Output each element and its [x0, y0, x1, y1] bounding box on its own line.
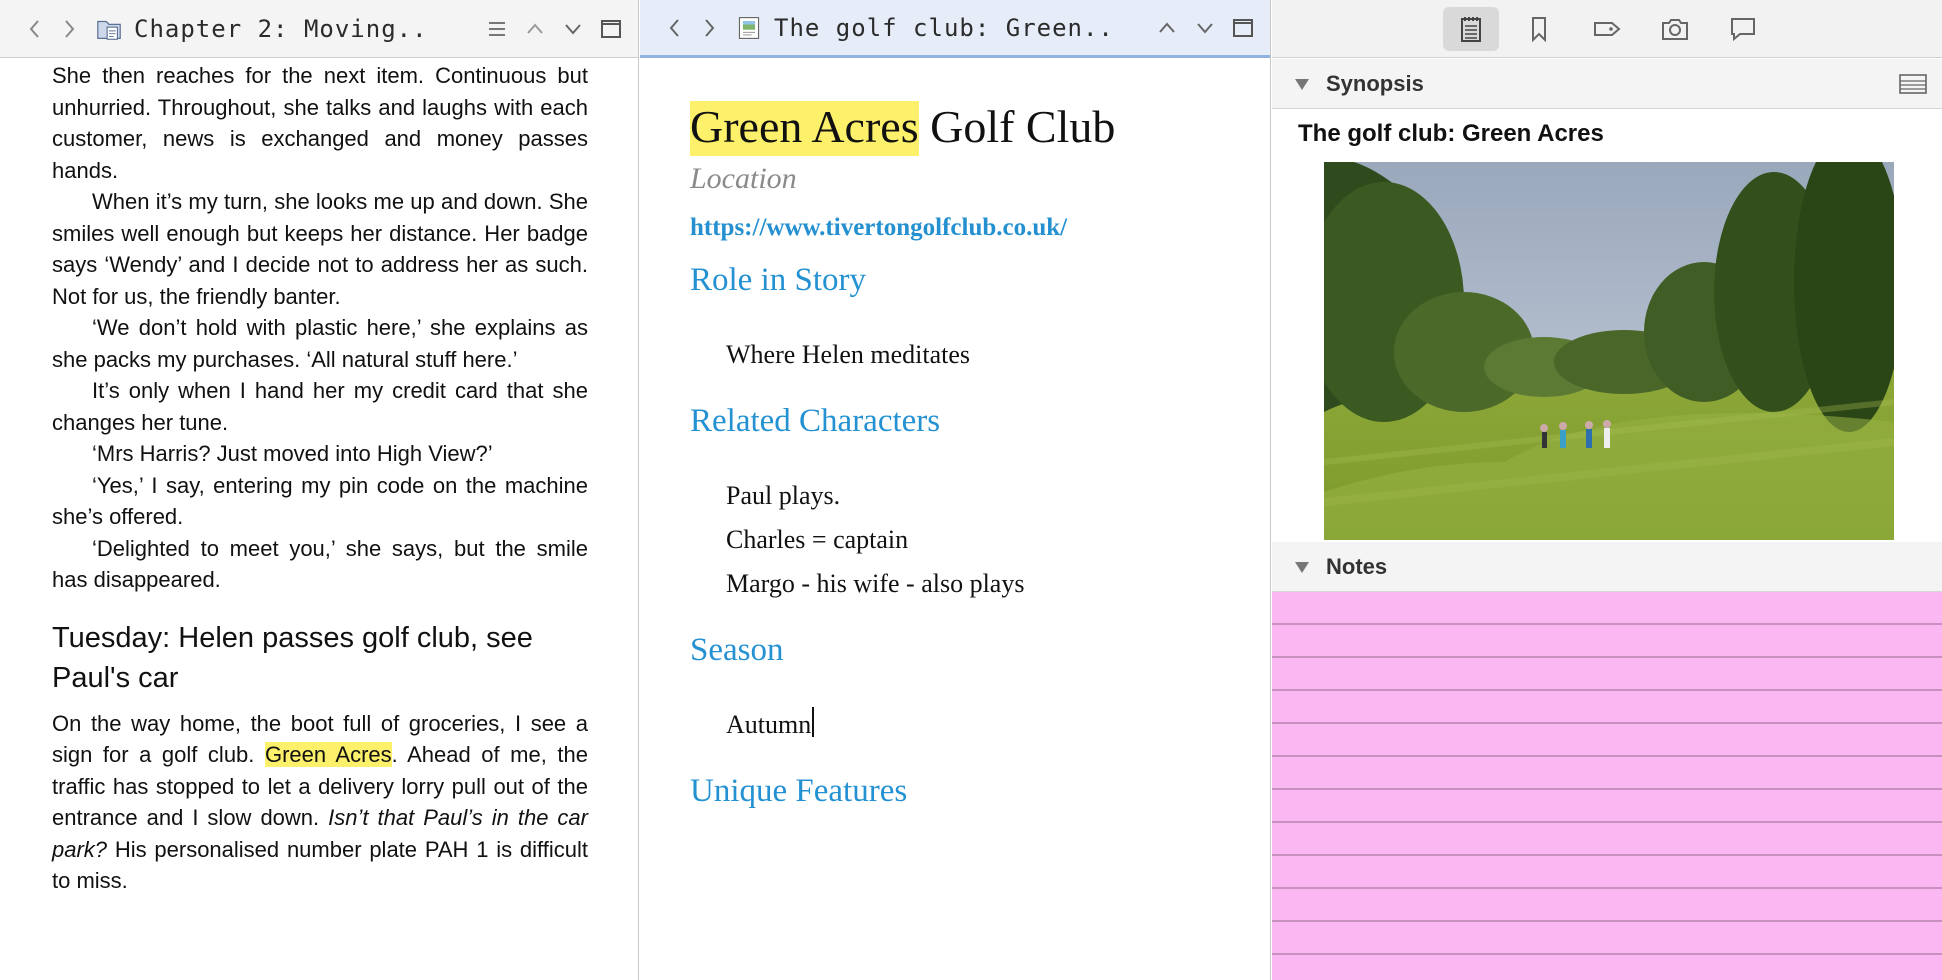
manuscript-paragraph: ‘Yes,’ I say, entering my pin code on the machine she’s offered.: [52, 472, 588, 529]
forward-button[interactable]: [692, 8, 726, 48]
manuscript-paragraph: [52, 708, 588, 897]
section-heading: Season: [690, 632, 784, 668]
chevron-left-icon: [26, 18, 44, 40]
document-sections: [690, 262, 1230, 810]
middle-editor-pane: [640, 0, 1271, 980]
synopsis-section-header[interactable]: [1272, 59, 1942, 109]
previous-doc-button[interactable]: [1148, 8, 1186, 48]
card-menu-icon[interactable]: [1898, 73, 1928, 95]
window-icon: [600, 18, 622, 40]
bookmarks-tab[interactable]: [1511, 7, 1567, 51]
manuscript-paragraph: When it’s my turn, she looks me up and down. She smiles well enough but keeps her distance. Her badge says ‘Wendy’ and I decide not to address her as such. Not for us, the friendly banter.: [52, 189, 588, 309]
section-line-text: Margo - his wife - also plays: [726, 569, 1025, 598]
section-line: [726, 562, 1230, 606]
section-line-text: Where Helen meditates: [726, 340, 970, 369]
metadata-tab[interactable]: [1579, 7, 1635, 51]
section-body: [690, 474, 1230, 606]
location-doc-icon: [734, 13, 764, 43]
back-button[interactable]: [658, 8, 692, 48]
disclosure-triangle-icon: [1294, 77, 1310, 91]
window-icon: [1232, 17, 1254, 39]
forward-button[interactable]: [52, 9, 86, 49]
italic-text: Isn’t that Paul’s in the car park?: [52, 805, 588, 862]
scene-heading: Tuesday: Helen passes golf club, see Paul's car: [52, 621, 533, 694]
left-editor-title: Chapter 2: Moving..: [134, 14, 428, 43]
manuscript-paragraph: It’s only when I hand her my credit card that she changes her tune.: [52, 378, 588, 435]
chevron-right-icon: [700, 17, 718, 39]
inspector-pane: [1272, 0, 1942, 980]
middle-editor-header: [640, 0, 1270, 58]
notes-area[interactable]: [1272, 592, 1942, 980]
section-line: [726, 474, 1230, 518]
section-body: [690, 333, 1230, 377]
section-line: [726, 333, 1230, 377]
split-toggle-button[interactable]: [592, 9, 630, 49]
notes-icon: [1456, 14, 1486, 44]
synopsis-image[interactable]: [1324, 162, 1894, 540]
tag-icon: [1592, 14, 1622, 44]
split-toggle-button[interactable]: [1224, 8, 1262, 48]
section-line: [726, 703, 1230, 747]
notes-section-header[interactable]: [1272, 542, 1942, 592]
title-rest: Golf Club: [918, 101, 1116, 152]
bookmark-icon: [1524, 14, 1554, 44]
section-heading: Related Characters: [690, 403, 941, 439]
location-document[interactable]: [690, 98, 1230, 810]
previous-doc-button[interactable]: [516, 9, 554, 49]
website-link[interactable]: https://www.tivertongolfclub.co.uk/: [690, 214, 1068, 241]
manuscript-paragraph: She then reaches for the next item. Continuous but unhurried. Throughout, she talks and laughs with each customer, news is exchanged and money passes hands.: [52, 63, 588, 183]
manuscript-text[interactable]: [52, 60, 588, 897]
text-run: His personalised number plate PAH 1 is difficult to miss.: [52, 836, 588, 893]
outline-menu-button[interactable]: [478, 9, 516, 49]
section-line: [726, 518, 1230, 562]
location-label: Location: [690, 162, 797, 195]
highlighted-text: Green Acres: [264, 742, 392, 767]
notes-tab[interactable]: [1443, 7, 1499, 51]
text-cursor: [812, 707, 814, 737]
back-button[interactable]: [18, 9, 52, 49]
list-icon: [486, 18, 508, 40]
next-doc-button[interactable]: [554, 9, 592, 49]
synopsis-title[interactable]: The golf club: Green Acres: [1298, 120, 1604, 147]
manuscript-paragraph: ‘Mrs Harris? Just moved into High View?’: [92, 441, 493, 466]
left-editor-header: [0, 0, 638, 58]
chapter-folder-icon: [94, 14, 124, 44]
comment-icon: [1728, 14, 1758, 44]
text-run: On the way home, the boot full of groceries, I see a sign for a golf club.: [52, 710, 588, 767]
left-editor-pane: [0, 0, 639, 980]
section-line-text: Paul plays.: [726, 481, 841, 510]
section-heading: Role in Story: [690, 262, 867, 298]
snapshots-tab[interactable]: [1647, 7, 1703, 51]
snapshot-icon: [1660, 14, 1690, 44]
section-line-text: Charles = captain: [726, 525, 909, 554]
notes-label: Notes: [1326, 553, 1388, 579]
section-heading: Unique Features: [690, 773, 908, 809]
middle-editor-title: The golf club: Green..: [774, 13, 1114, 42]
chevron-left-icon: [666, 17, 684, 39]
disclosure-triangle-icon: [1294, 560, 1310, 574]
manuscript-paragraphs: [52, 60, 588, 596]
chevron-down-icon: [1194, 17, 1216, 39]
chevron-up-icon: [524, 18, 546, 40]
manuscript-paragraph: ‘Delighted to meet you,’ she says, but the smile has disappeared.: [52, 535, 588, 592]
document-title: [690, 98, 1230, 156]
chevron-right-icon: [60, 18, 78, 40]
chevron-up-icon: [1156, 17, 1178, 39]
section-body: [690, 703, 1230, 747]
synopsis-label: Synopsis: [1326, 70, 1424, 96]
highlighted-title: Green Acres: [690, 101, 919, 156]
section-line-text: Autumn: [726, 710, 812, 739]
next-doc-button[interactable]: [1186, 8, 1224, 48]
comments-tab[interactable]: [1715, 7, 1771, 51]
chevron-down-icon: [562, 18, 584, 40]
text-run: . Ahead of me, the traffic has stopped to let a delivery lorry pull out of the entrance and I slow down.: [52, 742, 588, 830]
manuscript-paragraph: ‘We don’t hold with plastic here,’ she explains as she packs my purchases. ‘All natural stuff here.’: [52, 315, 588, 372]
inspector-tabs: [1272, 0, 1942, 58]
